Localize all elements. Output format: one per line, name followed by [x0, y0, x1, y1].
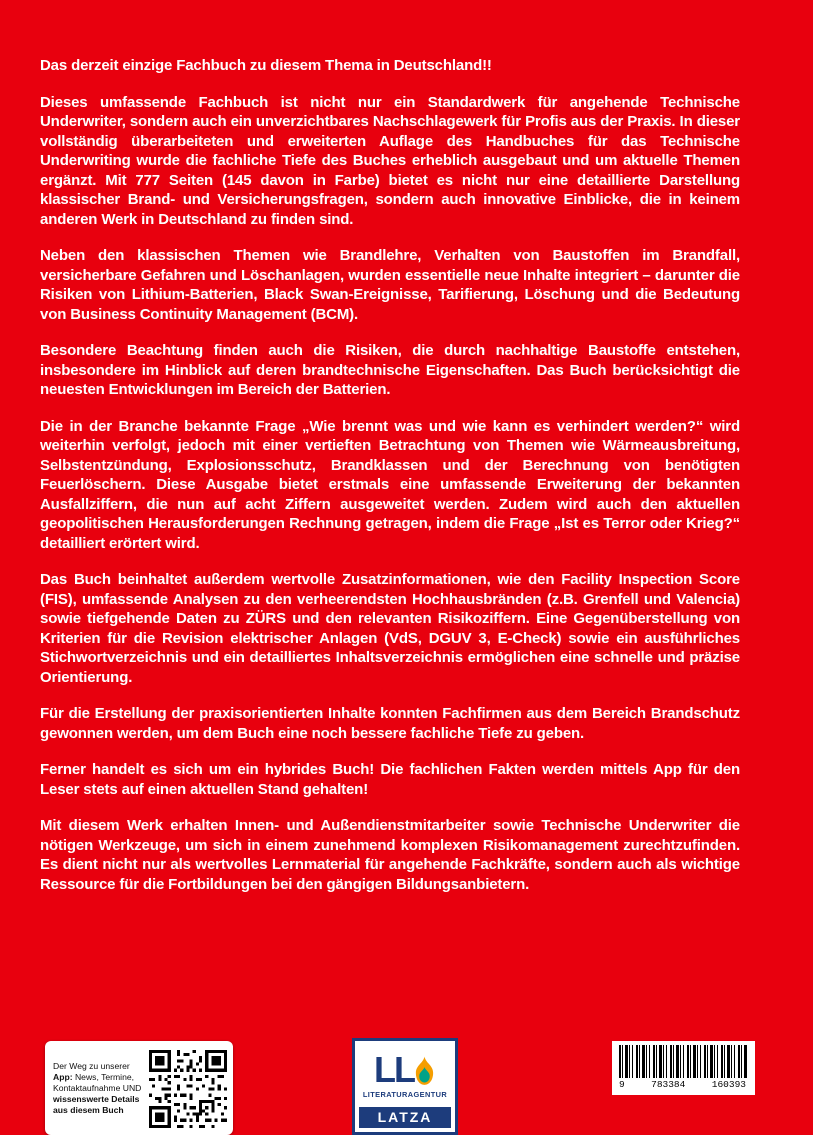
body-paragraph: Das Buch beinhaltet außerdem wertvolle Zusatzinformationen, wie den Facility Inspection Score (FIS), umfassende Analysen zu den verheerendsten Hochhausbränden (z.B. Grenfell und Valencia) sowie tiefgehende Daten zu ZÜRS und den relevanten Risikoziffern. Eine Gegenüberstellung von Kriterien für die Revision elektrischer Anlagen (VdS, DGUV 3, E-Check) sowie ein ausführliches Stichwortverzeichnis und ein detailliertes Inhaltsverzeichnis ermöglichen eine schnelle und präzise Orientierung.: [40, 571, 740, 686]
app-caption-middle: News, Termine, Kontaktaufnahme UND: [53, 1071, 142, 1093]
publisher-monogram: [374, 1048, 436, 1090]
publisher-wordmark: LATZA: [359, 1107, 451, 1128]
body-paragraph: Ferner handelt es sich um ein hybrides Buch! Die fachlichen Fakten werden mittels App für den Leser stets auf einen aktuellen Stand gehalten!: [40, 761, 740, 798]
isbn-barcode: [612, 1041, 755, 1095]
body-paragraph: Neben den klassischen Themen wie Brandlehre, Verhalten von Baustoffen im Brandfall, versicherbare Gefahren und Löschanlagen, wurden essentielle neue Inhalte integriert – darunter die Risiken von Lithium-Batterien, Black Swan-Ereignisse, Tarifierung, Löschung und die Bedeutung von Business Continuity Management (BCM).: [40, 247, 740, 323]
isbn-group-right: 160393: [711, 1079, 746, 1090]
app-caption-highlight: wissenswerte Details aus diesem Buch: [53, 1094, 140, 1116]
app-qr-caption: [53, 1061, 148, 1117]
publisher-logo: [352, 1038, 458, 1135]
publisher-name: LITERATURAGENTUR: [362, 1090, 448, 1099]
body-paragraph: Die in der Branche bekannte Frage „Wie brennt was und wie kann es verhindert werden?“ wird weiterhin verfolgt, jedoch mit einer vertieften Betrachtung von Themen wie Wärmeausbreitung, Selbstentzündung, Explosionsschutz, Brandklassen und der Berechnung von benötigten Feuerlöschern. Diese Ausgabe bietet erstmals eine umfassende Erweiterung der bekannten Ausfallziffern, die nun auf acht Ziffern ausgeweitet werden. Zudem wird auch den aktuellen geopolitischen Herausforderungen Rechnung getragen, indem die Frage „Ist es Terror oder Krieg?“ detailliert erörtert wird.: [40, 417, 740, 552]
barcode-icon: [619, 1045, 748, 1078]
publisher-initials: LL: [374, 1048, 414, 1090]
isbn-prefix: 9: [619, 1079, 625, 1090]
body-paragraph: Mit diesem Werk erhalten Innen- und Außendienstmitarbeiter sowie Technische Underwriter die nötigen Werkzeuge, um sich in einem zunehmend komplexen Risikomanagement zurechtzufinden. Es dient nicht nur als wertvolles Lernmaterial für angehende Fachkräfte, sondern auch als wichtige Ressource für die Fortbildungen bei den gängigen Bildungsanbietern.: [40, 817, 740, 893]
flame-icon: [413, 1056, 436, 1086]
isbn-digits: [619, 1078, 748, 1090]
tagline: Das derzeit einzige Fachbuch zu diesem Thema in Deutschland!!: [40, 57, 492, 74]
page-bottom-edge: [0, 1135, 813, 1145]
qr-code-icon: [149, 1050, 227, 1128]
app-caption-intro: Der Weg zu unserer: [53, 1060, 130, 1071]
body-paragraph: Besondere Beachtung finden auch die Risiken, die durch nachhaltige Baustoffe entstehen, insbesondere im Hinblick auf deren brandtechnische Eigenschaften. Das Buch berücksichtigt die neuesten Entwicklungen im Bereich der Batterien.: [40, 342, 740, 398]
isbn-group-left: 783384: [651, 1079, 686, 1090]
back-cover-text: [40, 56, 740, 911]
body-paragraph: Für die Erstellung der praxisorientierten Inhalte konnten Fachfirmen aus dem Bereich Brandschutz gewonnen werden, um dem Buch eine noch bessere fachliche Tiefe zu geben.: [40, 705, 740, 742]
body-paragraph: Dieses umfassende Fachbuch ist nicht nur ein Standardwerk für angehende Technische Underwriter, sondern auch ein unverzichtbares Nachschlagewerk für Profis aus der Praxis. In dieser vollständig überarbeiteten und erweiterten Auflage des Handbuches für das Technische Underwriting wurde die fachliche Tiefe des Buches erheblich ausgebaut und um aktuelle Themen ergänzt. Mit 777 Seiten (145 davon in Farbe) bietet es nicht nur eine detaillierte Darstellung klassischer Brand- und Versicherungsfragen, sondern auch innovative Einblicke, die in keinem anderen Werk in Deutschland zu finden sind.: [40, 93, 740, 228]
app-qr-panel: [45, 1041, 233, 1135]
app-caption-app-label: App:: [53, 1071, 73, 1082]
